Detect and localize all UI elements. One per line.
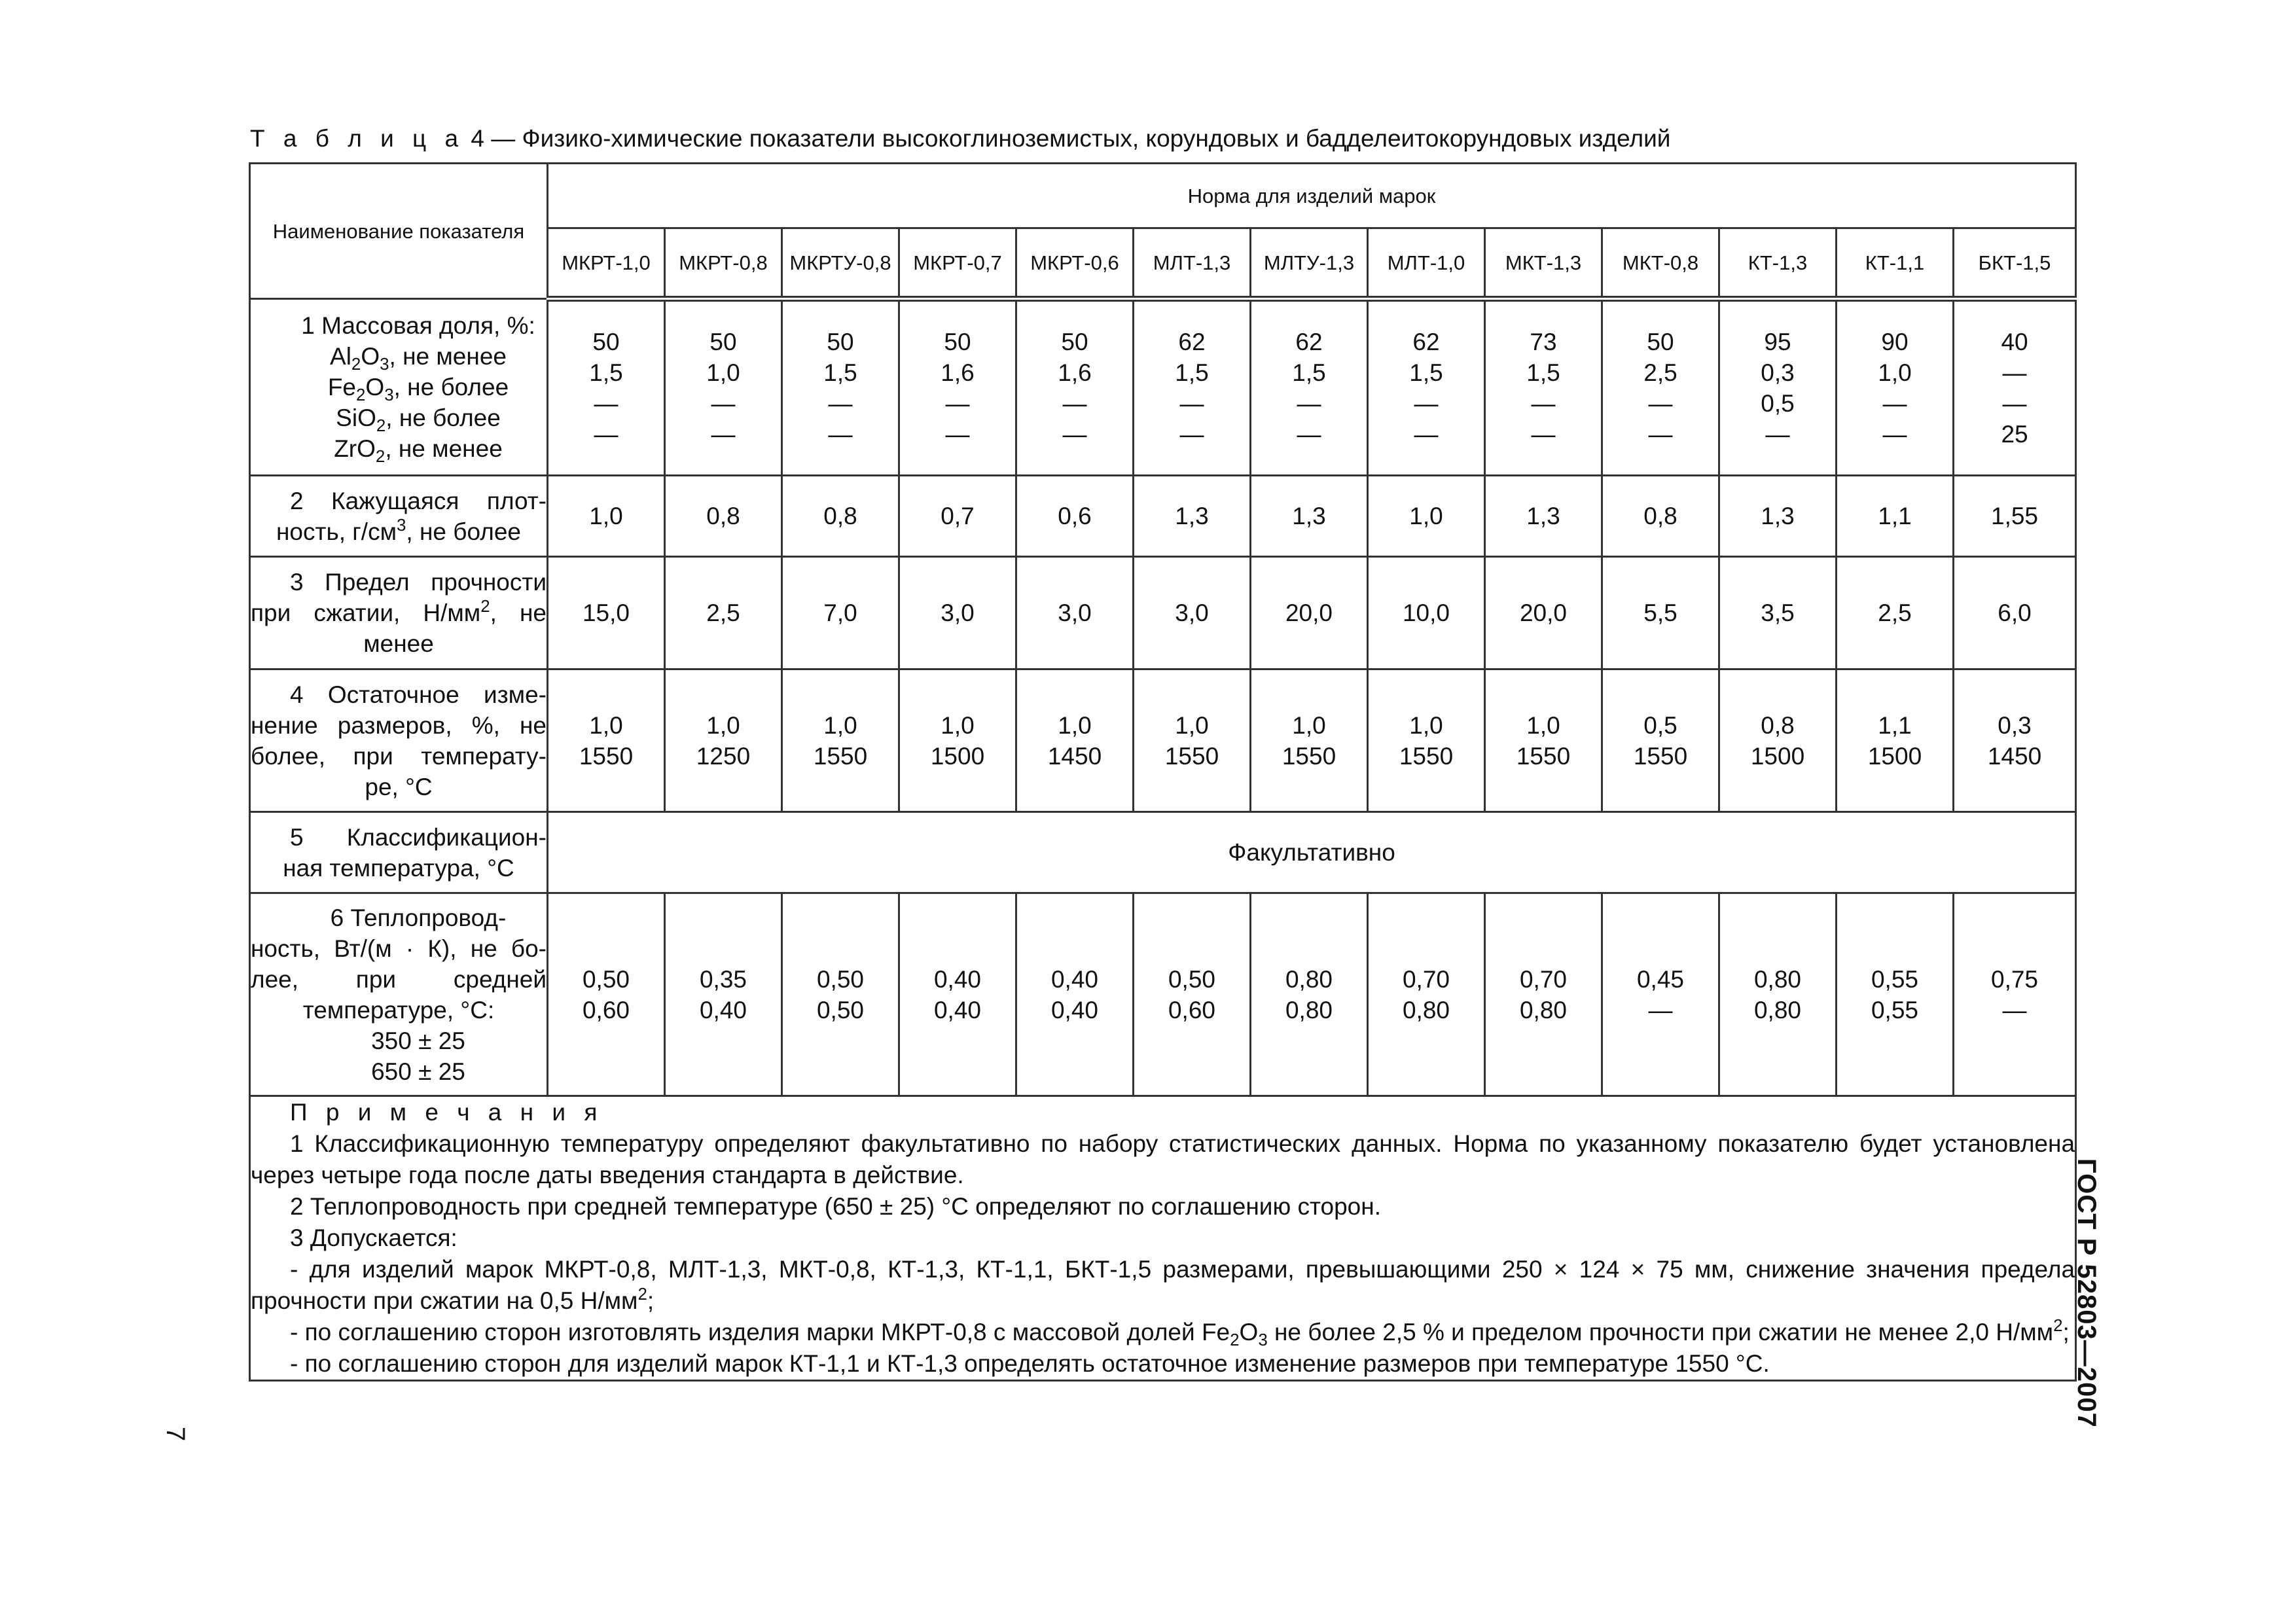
- row1-value: 0,3: [1761, 359, 1795, 386]
- row1-value: 50: [709, 329, 737, 355]
- row6-value: 0,75: [1991, 965, 2039, 993]
- notes-title: П р и м е ч а н и я: [290, 1099, 603, 1126]
- note-3: 3 Допускается:: [290, 1224, 457, 1251]
- row1-value: 62: [1178, 329, 1206, 355]
- row4-value: 1550: [1399, 742, 1454, 770]
- row3-value: 15,0: [548, 557, 665, 669]
- row4-values-cell: [1368, 669, 1485, 812]
- row4-value: 1,0: [1175, 711, 1209, 739]
- row1-value: 1,5: [823, 359, 857, 386]
- row1-value: —: [711, 421, 736, 448]
- row1-values-cell: [1251, 299, 1368, 476]
- row4-value: 1550: [1164, 742, 1219, 770]
- document-code: ГОСТ Р 52803—2007: [2072, 1158, 2101, 1428]
- row6-value: 0,60: [1168, 996, 1215, 1024]
- row1-label: [250, 299, 548, 476]
- row6-value: 0,55: [1871, 965, 1918, 993]
- row1-value: 1,5: [1526, 359, 1560, 386]
- row6-values-cell: [1602, 893, 1719, 1096]
- row4-value: 1500: [1867, 742, 1922, 770]
- row1-sio2: SiO$_2$, не более: [336, 404, 501, 435]
- row1-al2o3: $Al_2O_3$, не менее: [330, 343, 507, 374]
- row6-value: 0,45: [1636, 965, 1684, 993]
- row1-value: 50: [1647, 329, 1674, 355]
- row1-fe2o3: $Fe_2O_3$, не более: [327, 374, 509, 404]
- page-number: 7: [161, 1427, 190, 1442]
- grade-header: БКТ-1,5: [1954, 228, 2076, 299]
- row6-value: 0,80: [1519, 996, 1567, 1024]
- row6-value: 0,80: [1753, 996, 1801, 1024]
- row1-value: 1,0: [706, 359, 740, 386]
- row1-value: —: [1062, 421, 1087, 448]
- row2-value: 0,6: [1016, 476, 1134, 557]
- note-2: 2 Теплопроводность при средней температуре (650 ± 25) °С определяют по соглашению сторон.: [290, 1193, 1381, 1220]
- row6-value: 0,80: [1285, 965, 1333, 993]
- row6-value: 0,50: [816, 965, 864, 993]
- row2-value: 1,55: [1954, 476, 2076, 557]
- grade-header: МКРТ-0,7: [899, 228, 1016, 299]
- row5-line1: 5 Классификацион-: [290, 823, 547, 851]
- row6: [250, 893, 2076, 1096]
- grade-header: МКРТ-1,0: [548, 228, 665, 299]
- row3: [250, 557, 2076, 669]
- row2-line1: 2 Кажущаяся плот-: [290, 487, 547, 514]
- row2-value: 0,7: [899, 476, 1016, 557]
- row6-value: 0,50: [816, 996, 864, 1024]
- row3-value: 3,0: [1134, 557, 1251, 669]
- row1-value: 95: [1764, 329, 1791, 355]
- row2-value: 1,0: [1368, 476, 1485, 557]
- row6-line1: 6 Теплопровод-: [330, 904, 507, 931]
- row4-value: 1500: [930, 742, 985, 770]
- grade-header: КТ-1,1: [1837, 228, 1954, 299]
- grade-header: МКРТ-0,8: [665, 228, 782, 299]
- row1-value: 50: [944, 329, 971, 355]
- row1-value: —: [1765, 421, 1790, 448]
- row1-values-cell: [782, 299, 899, 476]
- row6-values-cell: [548, 893, 665, 1096]
- row6-values-cell: [1368, 893, 1485, 1096]
- row6-value: 0,80: [1402, 996, 1450, 1024]
- row4-values-cell: [1602, 669, 1719, 812]
- row1-value: —: [2002, 390, 2027, 417]
- row1-value: 62: [1295, 329, 1323, 355]
- row6-value: 0,60: [582, 996, 630, 1024]
- row2-value: 1,3: [1719, 476, 1837, 557]
- row4-value: 1,1: [1878, 711, 1912, 739]
- row1-values-cell: [1602, 299, 1719, 476]
- grade-header: МЛТУ-1,3: [1251, 228, 1368, 299]
- row1-zro2: ZrO$_2$, не менее: [334, 435, 503, 466]
- row4-value: 1500: [1750, 742, 1805, 770]
- row1-value: —: [594, 390, 619, 417]
- table-caption: [250, 124, 1670, 153]
- caption-number: 4: [471, 125, 484, 152]
- row3-line2: при сжатии, $Н/мм^2$, не: [251, 597, 547, 626]
- row1-values-cell: [1719, 299, 1837, 476]
- row1-value: —: [1297, 421, 1321, 448]
- row4-value: 0,5: [1643, 711, 1677, 739]
- row1-value: 1,5: [589, 359, 623, 386]
- row2-label: [250, 476, 548, 557]
- row2: [250, 476, 2076, 557]
- row4-values-cell: [1837, 669, 1954, 812]
- row6-line3: лее, при средней: [251, 965, 547, 993]
- row6-value: 0,40: [933, 996, 981, 1024]
- row6-value: 0,70: [1519, 965, 1567, 993]
- row6-values-cell: [1016, 893, 1134, 1096]
- row6-value: 0,80: [1285, 996, 1333, 1024]
- row2-line2: ность, $г/см^3$, не более: [276, 516, 521, 545]
- grade-header: КТ-1,3: [1719, 228, 1837, 299]
- row1-value: —: [1414, 390, 1439, 417]
- row3-value: 5,5: [1602, 557, 1719, 669]
- row1-value: 50: [592, 329, 620, 355]
- grade-header: МКТ-0,8: [1602, 228, 1719, 299]
- row1-values-cell: [1485, 299, 1602, 476]
- row3-line3: менее: [363, 630, 434, 657]
- row1-value: 90: [1881, 329, 1909, 355]
- row3-value: 10,0: [1368, 557, 1485, 669]
- row5-label: [250, 812, 548, 893]
- row1-value: —: [828, 390, 853, 417]
- row6-values-cell: [782, 893, 899, 1096]
- row1-value: —: [1531, 390, 1556, 417]
- row1-value: 25: [2001, 421, 2028, 448]
- row1-value: —: [1179, 390, 1204, 417]
- row4-value: 1450: [1047, 742, 1102, 770]
- row1-value: 1,6: [941, 359, 975, 386]
- row4-values-cell: [899, 669, 1016, 812]
- row1-title: 1 Массовая доля, %:: [301, 312, 535, 339]
- row1-value: 0,5: [1761, 390, 1795, 417]
- row4-value: 1550: [1282, 742, 1336, 770]
- row4-value: 1250: [696, 742, 751, 770]
- row3-value: 7,0: [782, 557, 899, 669]
- row6-t1: 350 ± 25: [371, 1027, 465, 1054]
- row6-value: 0,70: [1402, 965, 1450, 993]
- row4-line2: нение размеров, %, не: [251, 711, 547, 739]
- row1-value: —: [1648, 390, 1673, 417]
- row4-value: 0,8: [1761, 711, 1795, 739]
- grade-header: МКРТУ-0,8: [782, 228, 899, 299]
- row4-values-cell: [1134, 669, 1251, 812]
- row4-value: 1550: [813, 742, 868, 770]
- row4-value: 0,3: [1998, 711, 2032, 739]
- row4-values-cell: [1485, 669, 1602, 812]
- row1-value: —: [1648, 421, 1673, 448]
- row1-value: 73: [1530, 329, 1557, 355]
- note-3a: - для изделий марок МКРТ-0,8, МЛТ-1,3, МКТ-0,8, КТ-1,3, КТ-1,1, БКТ-1,5 размерами, превышающими 250 × 124 × 75 мм, снижение значения предела прочности при сжатии на 0,5 $Н/мм^2$;: [251, 1256, 2075, 1314]
- row4-value: 1,0: [1292, 711, 1326, 739]
- caption-prefix: Т а б л и ц а: [250, 125, 465, 152]
- row6-t2: 650 ± 25: [371, 1058, 465, 1085]
- row6-value: 0,40: [699, 996, 747, 1024]
- row1-value: —: [1882, 390, 1907, 417]
- row6-values-cell: [1837, 893, 1954, 1096]
- row6-values-cell: [1954, 893, 2076, 1096]
- row1-values-cell: [1837, 299, 1954, 476]
- row1-value: 1,5: [1292, 359, 1326, 386]
- row1-value: 1,5: [1175, 359, 1209, 386]
- row3-line1: 3 Предел прочности: [290, 569, 547, 596]
- row6-values-cell: [899, 893, 1016, 1096]
- row4-values-cell: [665, 669, 782, 812]
- row6-value: —: [1648, 996, 1673, 1024]
- row2-value: 1,3: [1251, 476, 1368, 557]
- row6-values-cell: [1251, 893, 1368, 1096]
- row1-value: —: [945, 390, 970, 417]
- row1-values-cell: [899, 299, 1016, 476]
- row6-values-cell: [1485, 893, 1602, 1096]
- row3-value: 3,5: [1719, 557, 1837, 669]
- row4-values-cell: [782, 669, 899, 812]
- caption-text: — Физико-химические показатели высокоглиноземистых, корундовых и бадделеитокорундовых изделий: [484, 125, 1671, 152]
- row4-values-cell: [1016, 669, 1134, 812]
- row4-values-cell: [548, 669, 665, 812]
- row6-values-cell: [1134, 893, 1251, 1096]
- row4-value: 1,0: [1526, 711, 1560, 739]
- row4-value: 1,0: [1409, 711, 1443, 739]
- properties-table: [249, 162, 2077, 1382]
- row1-value: —: [1882, 421, 1907, 448]
- row4-line4: ре, °С: [365, 773, 433, 800]
- grade-header: МКРТ-0,6: [1016, 228, 1134, 299]
- row1-value: 1,5: [1409, 359, 1443, 386]
- row1-value: —: [1179, 421, 1204, 448]
- row1-value: 1,6: [1058, 359, 1092, 386]
- row4-value: 1,0: [941, 711, 975, 739]
- note-1: 1 Классификационную температуру определяют факультативно по набору статистических данных. Норма по указанному показателю будет установлена через четыре года после даты введения стандарта в действие.: [251, 1130, 2075, 1188]
- row2-value: 1,3: [1134, 476, 1251, 557]
- row3-value: 2,5: [1837, 557, 1954, 669]
- row2-value: 1,1: [1837, 476, 1954, 557]
- row1-value: 50: [827, 329, 854, 355]
- row2-value: 1,3: [1485, 476, 1602, 557]
- grade-header: МЛТ-1,3: [1134, 228, 1251, 299]
- row4-value: 1,0: [823, 711, 857, 739]
- row6-label: [250, 893, 548, 1096]
- row4-line3: более, при температу-: [251, 742, 547, 770]
- notes-cell: [250, 1096, 2076, 1381]
- row1-value: 1,0: [1878, 359, 1912, 386]
- row4-value: 1,0: [589, 711, 623, 739]
- row4-value: 1450: [1987, 742, 2042, 770]
- row2-value: 0,8: [665, 476, 782, 557]
- row1-value: —: [1414, 421, 1439, 448]
- row1-values-cell: [1016, 299, 1134, 476]
- row4-value: 1550: [579, 742, 634, 770]
- row1-value: —: [1531, 421, 1556, 448]
- row1-values-cell: [1954, 299, 2076, 476]
- row6-value: 0,50: [1168, 965, 1215, 993]
- row1-values-cell: [1368, 299, 1485, 476]
- row1-values-cell: [665, 299, 782, 476]
- row1-value: —: [945, 421, 970, 448]
- row4-line1: 4 Остаточное изме-: [290, 681, 547, 708]
- row1-value: —: [2002, 359, 2027, 386]
- row6-value: 0,40: [933, 965, 981, 993]
- row3-value: 3,0: [1016, 557, 1134, 669]
- row1-value: —: [828, 421, 853, 448]
- row1-value: 40: [2001, 329, 2028, 355]
- grade-header: МКТ-1,3: [1485, 228, 1602, 299]
- note-3b: - по соглашению сторон изготовлять изделия марки МКРТ-0,8 с массовой долей $Fe_2O_3$ не более 2,5 % и пределом прочности при сжатии не менее 2,0 $Н/мм^2$;: [290, 1317, 2070, 1349]
- row4-values-cell: [1719, 669, 1837, 812]
- row6-values-cell: [1719, 893, 1837, 1096]
- row1-value: 50: [1061, 329, 1088, 355]
- row1-value: —: [1062, 390, 1087, 417]
- row4-values-cell: [1954, 669, 2076, 812]
- row6-value: 0,55: [1871, 996, 1918, 1024]
- row4-values-cell: [1251, 669, 1368, 812]
- row6-value: 0,40: [1050, 996, 1098, 1024]
- row3-value: 3,0: [899, 557, 1016, 669]
- row4-label: [250, 669, 548, 812]
- header-name-cell: Наименование показателя: [250, 164, 548, 299]
- row6-value: 0,50: [582, 965, 630, 993]
- row6-value: 0,35: [699, 965, 747, 993]
- row4-value: 1550: [1633, 742, 1688, 770]
- grade-header: МЛТ-1,0: [1368, 228, 1485, 299]
- row5-line2: ная температура, °С: [283, 854, 514, 882]
- row1-value: 2,5: [1643, 359, 1677, 386]
- row1-value: —: [711, 390, 736, 417]
- row3-label: [250, 557, 548, 669]
- row1-value: —: [594, 421, 619, 448]
- row1-value: 62: [1412, 329, 1440, 355]
- row3-value: 20,0: [1251, 557, 1368, 669]
- row2-value: 1,0: [548, 476, 665, 557]
- row3-value: 20,0: [1485, 557, 1602, 669]
- row6-line2: ность, Вт/(м · К), не бо-: [251, 935, 547, 962]
- row2-value: 0,8: [782, 476, 899, 557]
- row3-value: 6,0: [1954, 557, 2076, 669]
- row1-value: —: [1297, 390, 1321, 417]
- row6-line4: температуре, °С:: [302, 996, 495, 1024]
- row4: [250, 669, 2076, 812]
- row6-values-cell: [665, 893, 782, 1096]
- row6-value: 0,80: [1753, 965, 1801, 993]
- note-3c: - по соглашению сторон для изделий марок КТ-1,1 и КТ-1,3 определять остаточное изменение размеров при температуре 1550 °С.: [290, 1350, 1770, 1377]
- row4-value: 1,0: [706, 711, 740, 739]
- row2-value: 0,8: [1602, 476, 1719, 557]
- row4-value: 1550: [1516, 742, 1571, 770]
- row4-value: 1,0: [1058, 711, 1092, 739]
- row1-values-cell: [548, 299, 665, 476]
- row6-value: 0,40: [1050, 965, 1098, 993]
- row1-values-cell: [1134, 299, 1251, 476]
- row5-value: Факультативно: [548, 812, 2076, 893]
- header-norm-cell: Норма для изделий марок: [548, 164, 2076, 228]
- row3-value: 2,5: [665, 557, 782, 669]
- row6-value: —: [2002, 996, 2027, 1024]
